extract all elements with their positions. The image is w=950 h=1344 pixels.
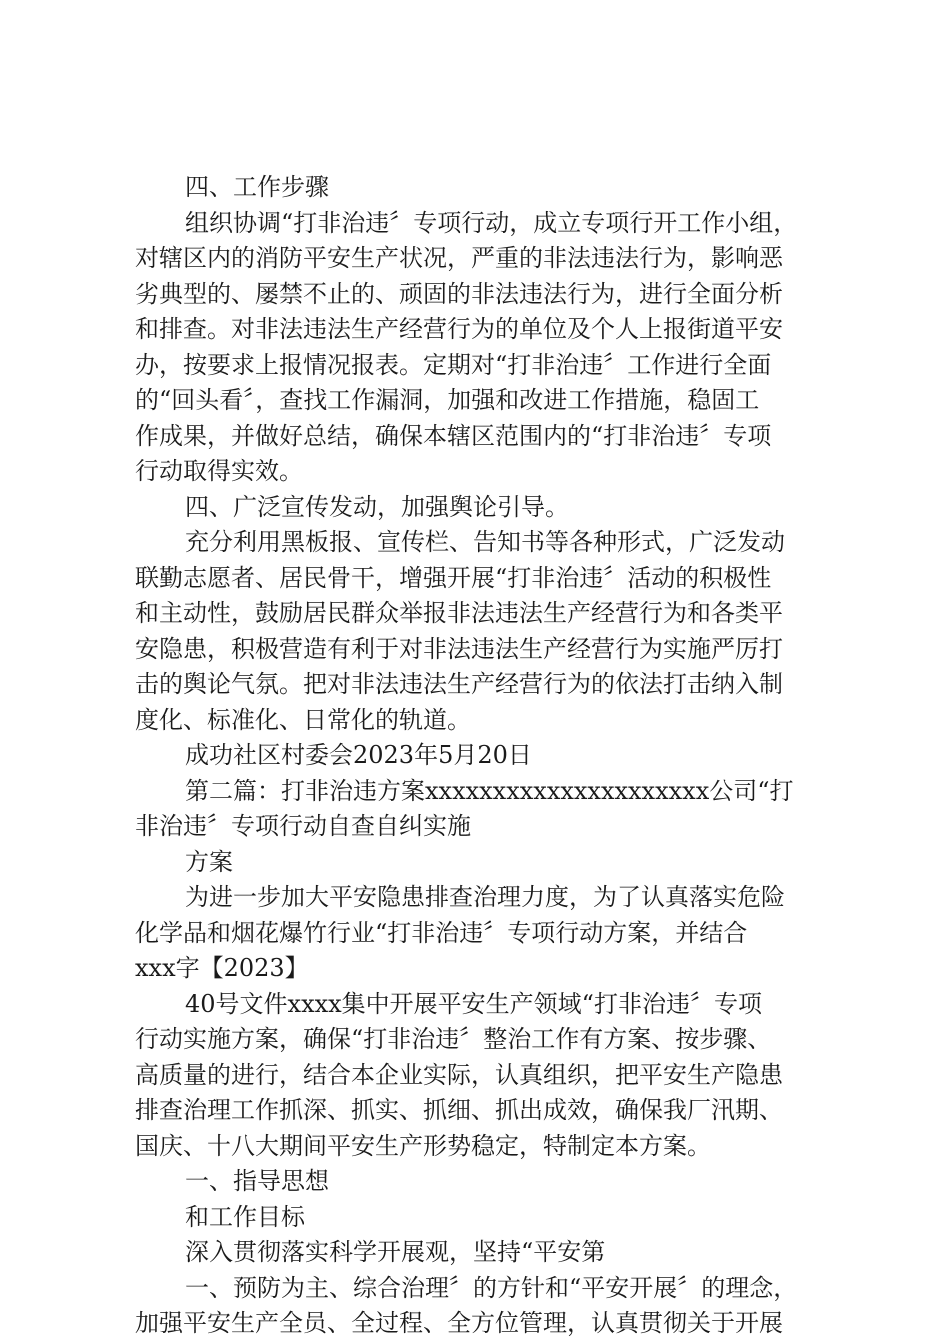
text-line: 安隐患，积极营造有利于对非法违法生产经营行为实施严厉打 bbox=[135, 634, 783, 663]
text-line: 劣典型的、屡禁不止的、顽固的非法违法行为，进行全面分析 bbox=[135, 279, 783, 308]
text-line: 一、预防为主、综合治理〞的方针和“平安开展〞的理念， bbox=[185, 1273, 798, 1302]
text-line: 加强平安生产全员、全过程、全方位管理，认真贯彻关于开展 bbox=[135, 1309, 783, 1337]
text-line: 40号文件xxxx集中开展平安生产领域“打非治违〞专项 bbox=[185, 989, 762, 1018]
text-line: 一、指导思想 bbox=[185, 1167, 329, 1195]
text-line: 四、广泛宣传发动，加强舆论引导。 bbox=[185, 492, 569, 521]
document-body bbox=[135, 170, 835, 1342]
text-line: 办，按要求上报情况报表。定期对“打非治违〞工作进行全面 bbox=[135, 350, 772, 379]
text-line: 方案 bbox=[185, 847, 233, 876]
text-line: 组织协调“打非治违〞专项行动，成立专项行开工作小组， bbox=[185, 208, 798, 237]
text-line: 和主动性，鼓励居民群众举报非法违法生产经营行为和各类平 bbox=[135, 599, 783, 627]
text-line: 的“回头看〞，查找工作漏洞，加强和改进工作措施，稳固工 bbox=[135, 386, 760, 414]
text-line: 高质量的进行，结合本企业实际，认真组织，把平安生产隐患 bbox=[135, 1060, 783, 1089]
text-line: 成功社区村委会2023年5月20日 bbox=[185, 741, 532, 769]
text-line: 化学品和烟花爆竹行业“打非治违〞专项行动方案，并结合 bbox=[135, 918, 748, 947]
text-line: 排查治理工作抓深、抓实、抓细、抓出成效，确保我厂汛期、 bbox=[135, 1096, 783, 1124]
text-line: 击的舆论气氛。把对非法违法生产经营行为的依法打击纳入制 bbox=[135, 670, 783, 698]
text-line: xxx字【2023】 bbox=[135, 954, 309, 982]
text-line: 行动取得实效。 bbox=[135, 457, 303, 485]
text-line: 国庆、十八大期间平安生产形势稳定，特制定本方案。 bbox=[135, 1131, 711, 1160]
text-line: 度化、标准化、日常化的轨道。 bbox=[135, 705, 471, 734]
text-line: 和排查。对非法违法生产经营行为的单位及个人上报街道平安 bbox=[135, 315, 783, 343]
text-line: 和工作目标 bbox=[185, 1202, 305, 1231]
text-line: 第二篇：打非治违方案xxxxxxxxxxxxxxxxxxxxx公司“打 bbox=[185, 776, 794, 805]
text-line: 为进一步加大平安隐患排查治理力度，为了认真落实危险 bbox=[185, 883, 785, 911]
text-line: 联勤志愿者、居民骨干，增强开展“打非治违〞活动的积极性 bbox=[135, 563, 772, 592]
text-line: 行动实施方案，确保“打非治违〞整治工作有方案、按步骤、 bbox=[135, 1025, 772, 1053]
text-line: 充分利用黑板报、宣传栏、告知书等各种形式，广泛发动 bbox=[185, 528, 785, 556]
text-line: 对辖区内的消防平安生产状况，严重的非法违法行为，影响恶 bbox=[135, 244, 783, 272]
text-line: 深入贯彻落实科学开展观，坚持“平安第 bbox=[185, 1238, 606, 1266]
text-line: 四、工作步骤 bbox=[185, 173, 329, 201]
text-line: 非治违〞专项行动自查自纠实施 bbox=[135, 812, 471, 840]
text-line: 作成果，并做好总结，确保本辖区范围内的“打非治违〞专项 bbox=[135, 421, 772, 450]
